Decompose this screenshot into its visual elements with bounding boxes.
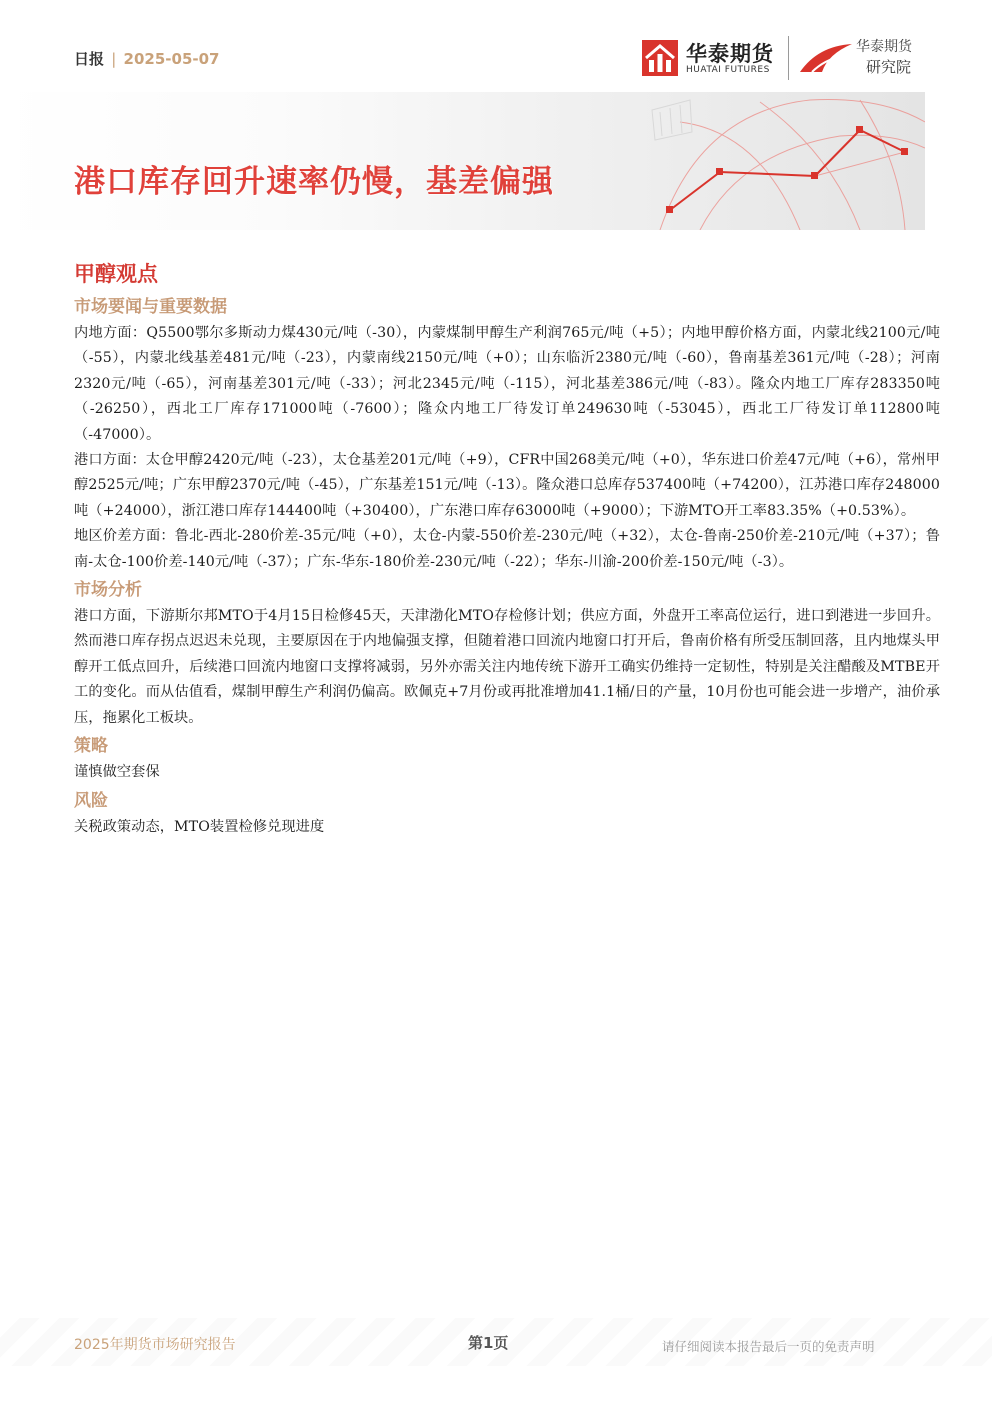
strategy-heading: 策略 (74, 736, 108, 757)
title-banner (0, 92, 925, 230)
report-title: 港口库存回升速率仍慢，基差偏强 (74, 164, 554, 200)
meta-separator: | (111, 50, 117, 68)
institute-name-line2: 研究院 (866, 58, 912, 76)
regional-spread-paragraph: 地区价差方面：鲁北-西北-280价差-35元/吨（+0），太仓-内蒙-550价差-230元/吨（+32），太仓-鲁南-250价差-210元/吨（+37）；鲁南-太仓-100价差-140元/吨（-37）；广东-华东-180价差-230元/吨（-22）；华东-川渝-200价差-150元/吨（-3）。 (74, 528, 940, 570)
report-body (74, 258, 940, 840)
institute-name-line1: 华泰期货 (856, 39, 912, 55)
main-heading: 甲醇观点 (74, 262, 158, 286)
report-meta (74, 48, 220, 69)
company-name-cn: 华泰期货 (686, 42, 774, 66)
footer-report-name: 2025年期货市场研究报告 (74, 1337, 236, 1353)
disclaimer-note: 请仔细阅读本报告最后一页的免责声明 (662, 1339, 875, 1354)
inland-paragraph: 内地方面：Q5500鄂尔多斯动力煤430元/吨（-30），内蒙煤制甲醇生产利润765元/吨（+5）；内地甲醇价格方面，内蒙北线2100元/吨（-55），内蒙北线基差481元/吨（-23），内蒙南线2150元/吨（+0）；山东临沂2380元/吨（-60），鲁南基差361元/吨（-28）；河南2320元/吨（-65），河南基差301元/吨（-33）；河北2345元/吨（-115），河北基差386元/吨（-83）。隆众内地工厂库存283350吨（-26250），西北工厂库存171000吨（-7600）；隆众内地工厂待发订单249630吨（-53045），西北工厂待发订单112800吨（-47000）。 (74, 325, 940, 443)
company-name-en: HUATAI FUTURES (686, 65, 770, 75)
risk-heading: 风险 (74, 790, 108, 811)
brand-logo (642, 36, 932, 82)
market-news-heading: 市场要闻与重要数据 (74, 297, 227, 317)
strategy-text: 谨慎做空套保 (74, 764, 160, 781)
logo-divider (788, 36, 789, 80)
page-number: 第1页 (468, 1334, 509, 1352)
page-footer (0, 1318, 992, 1403)
risk-text: 关税政策动态，MTO装置检修兑现进度 (74, 818, 325, 835)
huatai-logo-icon (642, 40, 678, 76)
report-date: 2025-05-07 (123, 50, 220, 68)
institute-logo-icon (798, 42, 854, 76)
analysis-heading: 市场分析 (74, 580, 142, 601)
port-paragraph: 港口方面：太仓甲醇2420元/吨（-23），太仓基差201元/吨（+9），CFR中国268美元/吨（+0），华东进口价差47元/吨（+6），常州甲醇2525元/吨；广东甲醇2370元/吨（-45），广东基差151元/吨（-13）。隆众港口总库存537400吨（+74200），江苏港口库存248000吨（+24000），浙江港口库存144400吨（+30400），广东港口库存63000吨（+9000）；下游MTO开工率83.35%（+0.53%）。 (74, 452, 940, 519)
analysis-paragraph: 港口方面，下游斯尔邦MTO于4月15日检修45天，天津渤化MTO存检修计划；供应方面，外盘开工率高位运行，进口到港进一步回升。然而港口库存拐点迟迟未兑现，主要原因在于内地偏强支撑，但随着港口回流内地窗口打开后，鲁南价格有所受压制回落，且内地煤头甲醇开工低点回升，后续港口回流内地窗口支撑将减弱，另外亦需关注内地传统下游开工确实仍维持一定韧性，特别是关注醋酸及MTBE开工的变化。而从估值看，煤制甲醇生产利润仍偏高。欧佩克+7月份或再批准增加41.1桶/日的产量，10月份也可能会进一步增产，油价承压，拖累化工板块。 (74, 608, 940, 726)
report-type: 日报 (74, 50, 105, 68)
